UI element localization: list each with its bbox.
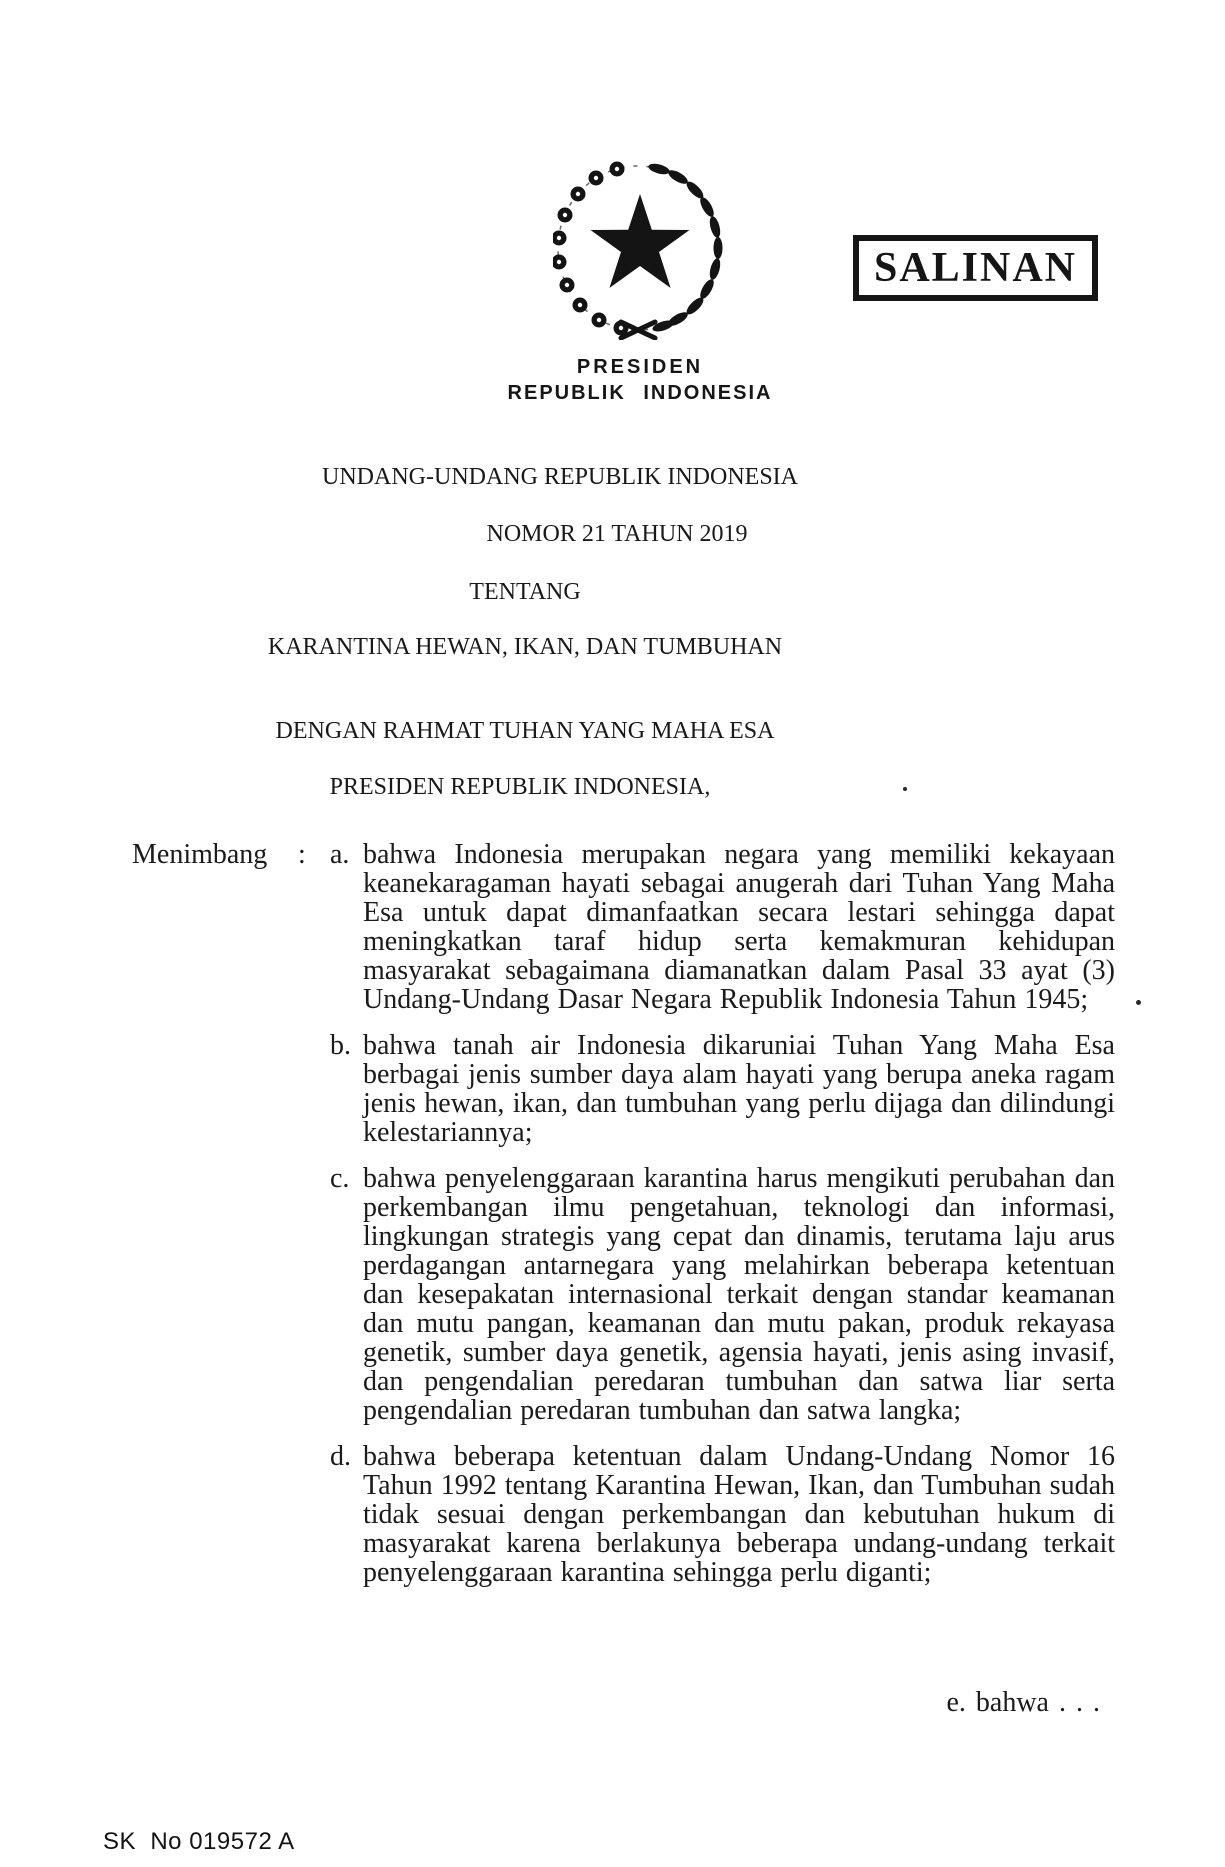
authority-line: PRESIDEN REPUBLIK INDONESIA,: [329, 774, 711, 800]
scan-artifact-dot: [903, 787, 907, 791]
page-catchword: e. bahwa . . .: [946, 1687, 1100, 1718]
letterhead: [440, 356, 840, 405]
considering-label: Menimbang: [132, 839, 268, 870]
considering-section: [132, 840, 1115, 1587]
scan-artifact-dot: [1136, 1000, 1141, 1005]
considering-item-b: [330, 1031, 1115, 1147]
considering-item-d: [330, 1442, 1115, 1587]
tentang-line: TENTANG: [469, 579, 581, 605]
law-title-line: UNDANG-UNDANG REPUBLIK INDONESIA: [322, 464, 798, 490]
considering-item-a: [330, 840, 1115, 1014]
item-marker: b.: [330, 1030, 351, 1061]
item-marker: d.: [330, 1441, 351, 1472]
salinan-stamp-label: SALINAN: [873, 245, 1078, 291]
sk-number: SK No 019572 A: [103, 1828, 295, 1855]
letterhead-presiden: PRESIDEN: [576, 356, 704, 378]
letterhead-republik-indonesia: REPUBLIK INDONESIA: [507, 382, 773, 404]
item-text: bahwa Indonesia merupakan negara yang memiliki kekayaan keanekaragaman hayati sebagai anugerah dari Tuhan Yang Maha Esa untuk dapat dimanfaatkan secara lestari sehingga dapat meningkatkan taraf hidup serta kemakmuran kehidupan masyarakat sebagaimana diamanatkan dalam Pasal 33 ayat (3) Undang-Undang Dasar Negara Republik Indonesia Tahun 1945;: [363, 839, 1115, 1015]
considering-colon: :: [298, 839, 306, 870]
item-text: bahwa beberapa ketentuan dalam Undang-Undang Nomor 16 Tahun 1992 tentang Karantina Hewan, Ikan, dan Tumbuhan sudah tidak sesuai dengan perkembangan dan kebutuhan hukum di masyarakat karena berlakunya beberapa undang-undang terkait penyelenggaraan karantina sehingga perlu diganti;: [363, 1441, 1115, 1588]
presidential-emblem-icon: [553, 146, 725, 340]
law-number-line: NOMOR 21 TAHUN 2019: [486, 521, 748, 547]
salinan-stamp: [853, 235, 1098, 301]
law-subject-line: KARANTINA HEWAN, IKAN, DAN TUMBUHAN: [267, 634, 783, 660]
invocation-line: DENGAN RAHMAT TUHAN YANG MAHA ESA: [275, 718, 775, 744]
item-text: bahwa tanah air Indonesia dikaruniai Tuhan Yang Maha Esa berbagai jenis sumber daya alam hayati yang berupa aneka ragam jenis hewan, ikan, dan tumbuhan yang perlu dijaga dan dilindungi kelestariannya;: [363, 1030, 1115, 1148]
item-marker: a.: [330, 839, 350, 870]
considering-items: [330, 840, 1115, 1587]
considering-item-c: [330, 1164, 1115, 1425]
item-text: bahwa penyelenggaraan karantina harus mengikuti perubahan dan perkembangan ilmu pengetahuan, teknologi dan informasi, lingkungan strategis yang cepat dan dinamis, terutama laju arus perdagangan antarnegara yang melahirkan beberapa ketentuan dan kesepakatan internasional terkait dengan standar keamanan dan mutu pangan, keamanan dan mutu pakan, produk rekayasa genetik, sumber daya genetik, agensia hayati, jenis asing invasif, dan pengendalian peredaran tumbuhan dan satwa liar serta pengendalian peredaran tumbuhan dan satwa langka;: [363, 1163, 1115, 1426]
item-marker: c.: [330, 1163, 350, 1194]
